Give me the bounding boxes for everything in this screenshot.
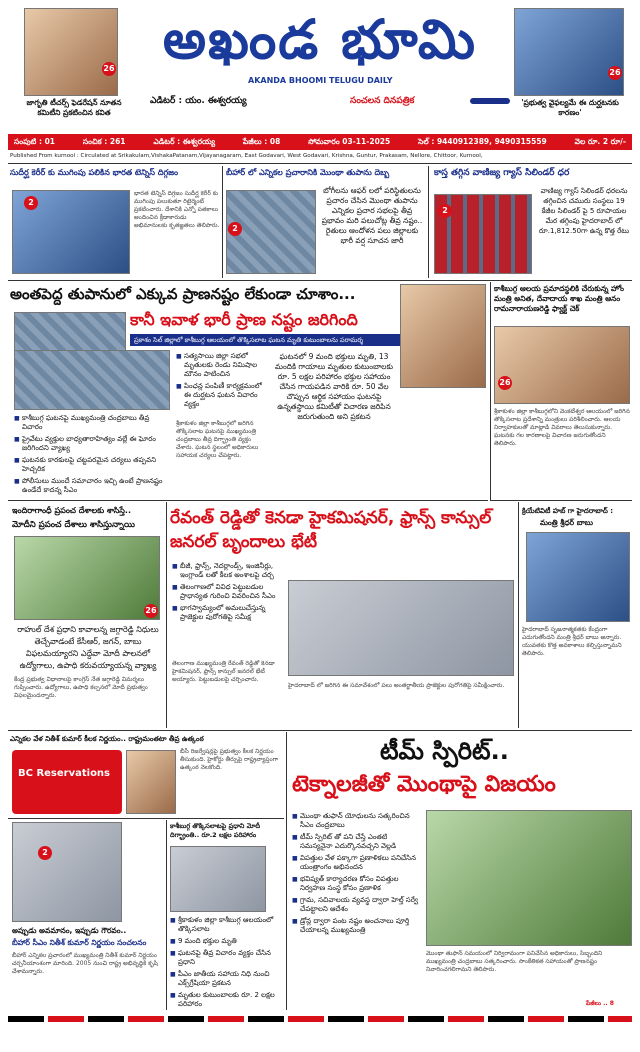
publish-line: Published From kurnool : Circulated at Srikakulam,VishakaPatanam,Vijayanagaram, East Godavari, West Godavari, Krishna, Guntur, Prakasam, Nellore, Chittoor, Kurnool, [10,153,483,159]
story-headline: బీహార్ లో ఎన్నికల ప్రచారానికి మొంథా తుపాను దెబ్బ [226,168,390,177]
masthead-subtitle: AKANDA BHOOMI TELUGU DAILY [248,76,393,85]
center-bullet: ■ బీజీ, ఫ్రాన్స్, నెదర్లాండ్స్, ఇంజినీర్లు, ఇంగ్లాండ్ లతో కీలక అంశాలపై చర్చ [172,562,284,580]
row3-left-kicker: ఇందిరాగాంధీ ప్రపంచ దేశాలకు శాసిస్తే.. [12,506,132,515]
editor-line: ఎడిటర్ : యం. ఈశ్వరయ్య [150,96,247,106]
lead-mid-text: ఘటనలో 9 మంది భక్తులు మృతి, 13 మందికి గాయాలు మృతుల కుటుంబాలకు రూ. 5 లక్షల పరిహారం భక్తుల సహాయం చేసిన గాయపడిన వారికి రూ. 50 వేల చొప్పున ఆర్థిక సహాయం ఘటనపై ఉన్నతస్థాయి కమిటీతో విచారణ జరిపిన జరుగుతుంది అని ప్రకటన [275,352,393,421]
team-spirit-headline: టీమ్ స్పిరిట్.. [380,737,509,765]
story-body-text: వాణిజ్య గ్యాస్ సిలిండర్ ధరలను తగ్గించిన చమురు సంస్థలు 19 కేజీల సిలిండర్ పై 5 రూపాయల మేర తగ్గింపు హైదరాబాద్ లో రూ.1,812.50గా ఉన్న కొత్త రేటు [538,187,630,235]
team-bullet: ■ విపత్తుల వేళ పక్కాగా ప్రణాళికలు పనిచేసిన యంత్రాంగం అభినందన [292,854,420,872]
modi-photo [170,846,266,912]
center-bullet: ■ భాగస్వామ్యంలో అమలుచేస్తున్న ప్రాజెక్టుల పురోగతిపై సమీక్ష [172,604,284,622]
story-body-text: భారత టెన్నిస్ దిగ్గజం సుదీర్ఘ కెరీర్ కు ముగింపు పలుకుతూ రిటైర్మెంట్ ప్రకటించారు. దేశానికి ఎన్నో పతకాలు అందించిన క్రీడాకారుడు అభిమానులకు కృతజ్ఞతలు తెలిపారు. [134,190,220,229]
team-bullet: ■ భవిష్యత్ కార్యాచరణ కోసం విపత్తుల నిర్వహణ సంస్థ కోసం ప్రణాళిక [292,875,420,893]
page-badge: 26 [144,604,158,618]
row3-center-body: తెలంగాణ ముఖ్యమంత్రి రేవంత్ రెడ్డితో కెనడా హైకమిషనర్, ఫ్రాన్స్ కాన్సుల్ జనరల్ భేటీ అయ్యారు. పెట్టుబడులపై చర్చించారు. [172,660,275,683]
nitish-body: బీహార్ ఎన్నికల ప్రచారంలో ముఖ్యమంత్రి నితీశ్ కుమార్ నిర్ణయం చర్చనీయాంశంగా మారింది. 2005 నుంచి రాష్ట్ర అభివృద్ధికి కృషి చేశామన్నారు. [12,952,158,975]
modi-bullet: ■ మృతుల కుటుంబాలకు రూ. 2 లక్షల పరిహారం [170,991,282,1009]
nitish-headline: బీహార్ సీఎం నితీశ్ కుమార్ నిర్ణయం సంచలనం [12,938,147,947]
right-body-text: శ్రీకాకుళం జిల్లా కాశీబుగ్గలోని వెంకటేశ్వర ఆలయంలో జరిగిన తొక్కిసలాట ప్రదేశాన్ని మంత్రులు పరిశీలించారు. ఆలయ నిర్వాహకులతో మాట్లాడి వివరాలు తెలుసుకున్నారు. ఘటనకు గల కారణాలపై విచారణ జరుగుతోందని తెలిపారు. [494,408,630,447]
price-label: వెల రూ. 2 రూ/- [574,136,626,146]
jaggareddy-photo [14,536,160,620]
delegation-photo [288,580,514,676]
date-label: సోమవారం 03-11-2025 [308,136,391,146]
lead-bullet: ■ ఘటనకు కారకులపై చట్టపరమైన చర్యలు తప్పవని హెచ్చరిక [14,456,170,474]
page-badge: 2 [438,204,452,218]
modi-bullet: ■ పీఎం జాతీయ సహాయ నిధి నుంచి ఎక్స్‌గ్రేషియా ప్రకటన [170,970,282,988]
nitish-caption: అప్పుడు అవమానం, ఇప్పుడు గౌరవం.. [12,926,127,935]
lead-subhead: కానీ ఇవాళ భారీ ప్రాణ నష్టం జరిగింది [130,310,358,329]
lead-headline: అంతపెద్ద తుపానులో ఎక్కువ ప్రాణనష్టం లేకుండా చూశాం... [10,285,356,303]
row3-center-body2: హైదరాబాద్ లో జరిగిన ఈ సమావేశంలో పలు అంతర్జాతీయ ప్రాజెక్టుల పురోగతిపై సమీక్షించారు. [288,682,505,689]
lead-bullets-b [14,414,170,498]
team-bullets [292,812,420,938]
lead-bullet: ■ కాశీబుగ్గ ఘటనపై ముఖ్యమంత్రి చంద్రబాబు తీవ్ర విచారం [14,414,170,432]
right-masthead-caption: 'ప్రభుత్వ వైఫల్యమే ఈ దుర్ఘటనకు కారణం' [521,98,619,117]
center-bullet: ■ తెలంగాణలో వివిధ పెట్టుబడుల ప్రాధాన్యత గురించి వివరించిన సీఎం [172,583,284,601]
bc-reservations-graphic [12,750,122,814]
team-bullet: ■ గ్రామ, సచివాలయ వ్యవస్థ ద్వారా హెల్త్‌ సర్వే చేపట్టాలని ఆదేశం [292,896,420,914]
page-badge: 2 [24,196,38,210]
row3-center-headline: రేవంత్ రెడ్డితో కెనడా హైకమిషనర్, ఫ్రాన్స్ కాన్సుల్ జనరల్ బృందాలు భేటీ [170,508,492,552]
chandrababu-photo [400,284,486,388]
pages-label: పేజీలు : 08 [242,136,281,146]
modi-headline: కాశీబుగ్గ తొక్కిసలాటపై ప్రధాని మోదీ దిగ్భ్రాంతి.. రూ.2 లక్షల పరిహారం [170,822,261,839]
masthead-tagline: సంచలన దినపత్రిక [350,96,415,106]
footer-colorbar [8,1016,632,1022]
right-headline: కాశీబుగ్గ ఆలయ ప్రమాదస్థలికి చేరుకున్న హోం మంత్రి అనిత, దేవాదాయ శాఖ మంత్రి ఆనం రామనారాయణరెడ్డి ఫ్యాక్ట్ చెక్ [494,284,624,313]
masthead-title: అఖండ భూమి [162,8,478,71]
nitish-photo [12,822,122,922]
lead-bullet: ■ పింఛన్ల పంపిణీ కార్యక్రమంలో ఈ దుర్ఘటన ఘటన విచారం వ్యక్తం [176,382,268,409]
page-badge: 26 [498,376,512,390]
modi-bullet: ■ శ్రీకాకుళం జిల్లా కాశీబుగ్గ ఆలయంలో తొక్కిసలాట [170,916,282,934]
right-portrait-photo [514,8,624,96]
story-headline: సుదీర్ఘ కెరీర్ కు ముగింపు పలికిన భారత టెన్నిస్ దిగ్గజం [10,168,179,177]
lead-body-text: శ్రీకాకుళం జిల్లా కాశీబుగ్గలో జరిగిన తొక్కిసలాట ఘటనపై ముఖ్యమంత్రి చంద్రబాబు తీవ్ర దిగ్భ్రాంతి వ్యక్తం చేశారు. ఘటన స్థలంలో అధికారులు సహాయక చర్యలు చేపట్టారు. [176,420,259,459]
page-signature: పేజీలు .. 8 [586,1000,614,1007]
technology-headline: టెక్నాలజీతో మొంథాపై విజయం [292,772,556,797]
issue-label: సంచిక : 261 [82,136,126,146]
modi-bullet: ■ 9 మంది భక్తుల మృతి [170,937,282,946]
minister-photo [494,326,630,404]
volume-label: సంపుటి : 01 [14,136,56,146]
sridhar-babu-photo [526,532,630,622]
modi-bullet: ■ ఘటనపై తీవ్ర విచారం వ్యక్తం చేసిన ప్రధాని [170,949,282,967]
lead-strap: ప్రకాశం సిల్ జిల్లాలో కాశీబుగ్గ ఆలయంలో తొక్కిసలాట ఘటన మృతి కుటుంబాలను పరామర్శ [130,334,460,346]
page-badge: 2 [228,222,242,236]
row3-left-body: కేంద్ర ప్రభుత్వ విధానాలపై కాంగ్రెస్ నేత జగ్గారెడ్డి విమర్శలు గుప్పించారు. ఉద్యోగాలు, ఉపాధి కల్పనలో మోదీ ప్రభుత్వం విఫలమైందన్నారు. [14,676,148,699]
row3-right-kicker2: మంత్రి శ్రీధర్ బాబు [540,518,593,527]
monument-photo [126,750,176,814]
team-bullet: ■ డ్రోన్ల ద్వారా పంట నష్టం అంచనాలు పూర్తి చేయాలన్న ముఖ్యమంత్రి [292,917,420,935]
editor-label: ఎడిటర్ : ఈశ్వరయ్య [153,136,216,146]
cm-felicitation-photo [426,810,632,946]
left-portrait-photo [24,8,118,96]
lead-bullet: ■ ప్రైవేటు వ్యక్తుల బాధ్యతారాహిత్యం వల్లే ఈ ఘోరం జరిగిందని వ్యాఖ్య [14,435,170,453]
modi-bullets [170,916,282,1012]
stampede-photo [14,350,170,410]
left-masthead-caption: జాగృతి టీచర్స్ ఫెడరేషన్ నూతన కమిటీని ప్రకటించిన కవిత [26,98,122,117]
info-bar [8,134,632,150]
lead-bullet: ■ సత్యసాయి జిల్లా సభలో మృతులకు రెండు నిమిషాల మౌనం పాటించిన [176,352,268,379]
team-bullet: ■ మొంథా తుఫాన్ యోధులను సత్కరించిన సీఎం చంద్రబాబు [292,812,420,830]
bc-reservations-label: BC Reservations [18,768,111,779]
page-badge: 26 [608,66,622,80]
row3-right-body: హైదరాబాద్ సృజనాత్మకతకు కేంద్రంగా ఎదుగుతోందని మంత్రి శ్రీధర్ బాబు అన్నారు. యువతకు కొత్త అవకాశాలు కల్పిస్తున్నామని తెలిపారు. [522,626,622,657]
lead-bullet: ■ పోలీసులు ముందే సమాచారం ఇచ్చి ఉంటే ప్రాణనష్టం ఉండేదే కాదన్న సీఎం [14,477,170,495]
cell-label: సెల్ : 9440912389, 9490315559 [418,136,547,146]
team-bullet: ■ టీమ్ స్పిరిట్ తో పని చేస్తే ఎంతటి సమస్యనైనా ఎదుర్కొనవచ్చని వెల్లడి [292,833,420,851]
row3-right-kicker: క్రియేటివిటీ హబ్ గా హైదరాబాద్ : [522,507,614,515]
row4-right-body: మొంథా తుఫాన్ సమయంలో నిర్విరామంగా పనిచేసిన అధికారులు, సిబ్బందిని ముఖ్యమంత్రి చంద్రబాబు సత్కరించారు. సాంకేతికత సహాయంతో ప్రాణనష్టం నివారించగలిగామని తెలిపారు. [426,950,603,973]
story-headline: కాస్త తగ్గిన వాణిజ్య గ్యాస్ సిలిండర్ ధర [434,168,570,178]
row3-left-text: రాహుల్ దేశ ప్రధాని కావాలన్న జగ్గారెడ్డి నిధులు తెచ్చేవాడంటే కేసీఆర్, జగన్, బాబు విఫలమయ్యారని ఎద్దేవా మోదీ పాలనలో ఉద్యోగాలు, ఉపాధి కరువయ్యాయన్న వ్యాఖ్య [17,625,159,670]
pen-icon [470,98,510,104]
page-badge: 2 [38,846,52,860]
page-badge: 26 [102,62,116,76]
story-body-text: బోగీలను ఆఫర్ లలో పరిస్థితులను ప్రచారం చేసిన మొంథా తుపాను ఎన్నికల ప్రచార సభలపై తీవ్ర ప్రభావం మరి పలుచోట్ల తీవ్ర నష్టం.. రైతులు ఆందోళన పలు జిల్లాలకు భారీ వర్ష సూచన జారీ [321,186,423,245]
lead-bullets-a [176,352,268,412]
row4-left-body: బీసీ రిజర్వేషన్లపై ప్రభుత్వం కీలక నిర్ణయం తీసుకుంది. హైకోర్టు తీర్పుపై రాష్ట్రవ్యాప్తంగా ఉత్కంఠ నెలకొంది. [180,748,279,771]
row4-left-headline: ఎన్నికల వేళ నితీశ్ కుమార్ కీలక నిర్ణయం.. రాష్ట్రమంతటా తీవ్ర ఉత్కంఠ [10,735,204,743]
row3-center-bullets [172,562,284,625]
row3-left-headline: మోదీని ప్రపంచ దేశాలు శాసిస్తున్నాయి [12,520,135,530]
